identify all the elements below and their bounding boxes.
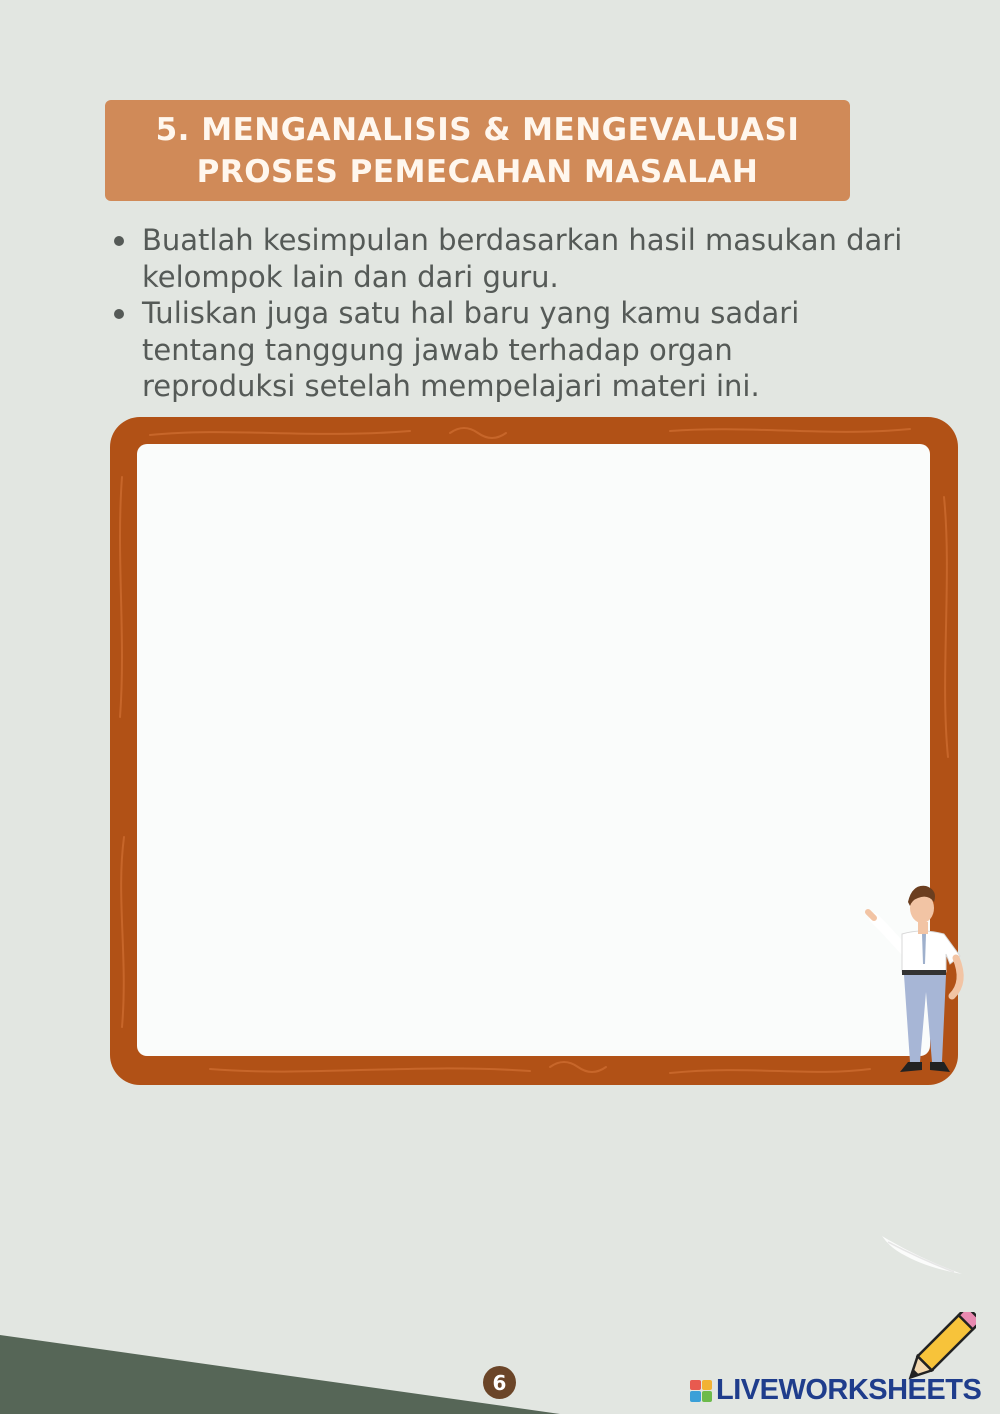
- section-title-line-2: PROSES PEMECAHAN MASALAH: [196, 153, 759, 190]
- liveworksheets-logo[interactable]: [690, 1374, 981, 1407]
- instruction-text: kelompok lain dan dari guru.: [142, 259, 559, 294]
- logo-text: LIVEWORKSHEETS: [716, 1374, 982, 1406]
- section-title-line-1: 5. MENGANALISIS & MENGEVALUASI: [155, 111, 800, 148]
- instruction-text: tentang tanggung jawab terhadap organ: [142, 332, 733, 367]
- bullet-icon: [114, 309, 124, 319]
- instruction-item: [110, 222, 970, 295]
- liveworksheets-logo-icon: [690, 1380, 712, 1402]
- instruction-text: reproduksi setelah mempelajari materi ini.: [142, 369, 760, 403]
- instruction-text: Tuliskan juga satu hal baru yang kamu sadari: [142, 296, 800, 330]
- instruction-text: Buatlah kesimpulan berdasarkan hasil masukan dari: [142, 223, 903, 257]
- instruction-list: [110, 222, 970, 405]
- feather-icon: [878, 1228, 968, 1283]
- answer-textarea[interactable]: [137, 444, 930, 1056]
- page-number-badge: 6: [483, 1366, 516, 1399]
- instruction-item: [110, 295, 970, 405]
- section-title-banner: [105, 100, 850, 201]
- teacher-illustration-icon: [862, 872, 972, 1087]
- bullet-icon: [114, 236, 124, 246]
